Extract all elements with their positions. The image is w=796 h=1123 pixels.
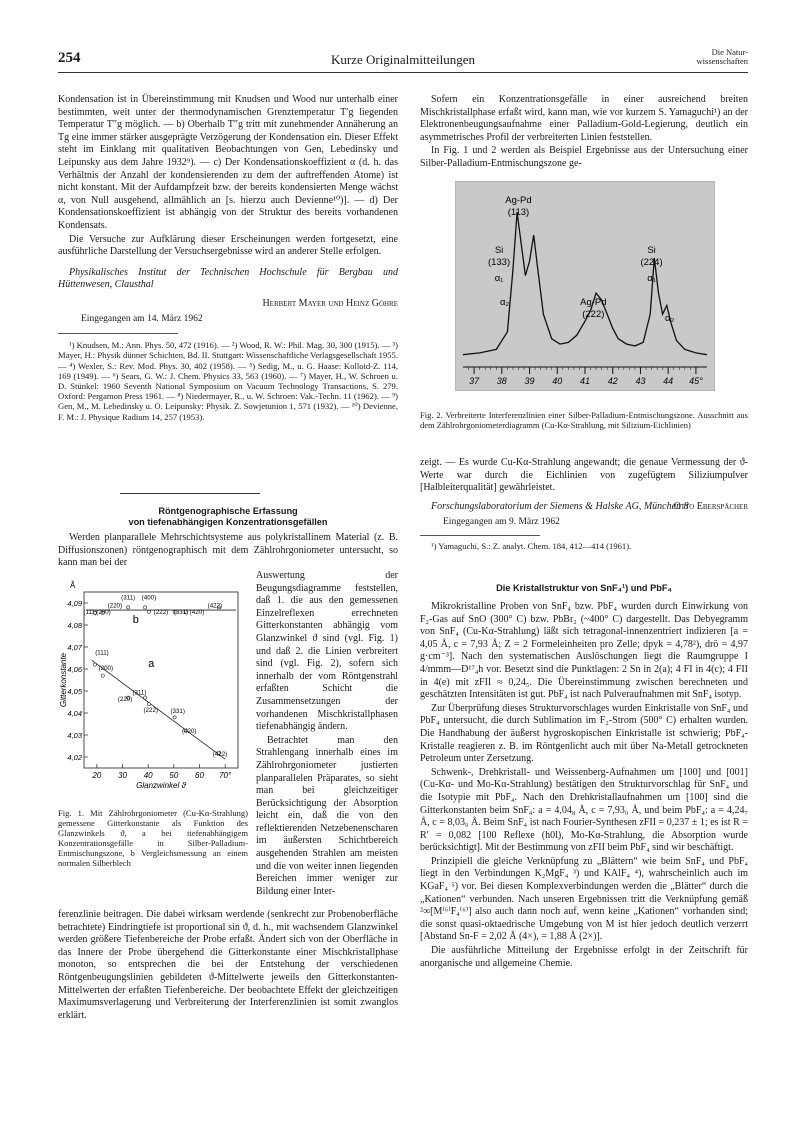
hkl-label-b: (200) [96, 609, 111, 616]
x-tick-label: 38 [496, 376, 507, 386]
footnotes: ¹) Knudsen, M.: Ann. Phys. 50, 472 (1916). — ²) Wood, R. W.: Phil. Mag. 30, 300 (1915). — ³) Mayer, H.: Physik dünner Schichten, Bd. II. Stuttgart: Wissenschaftliche Verlagsgesellschaft 1955. — ⁴) Wexler, S.: Rev. Mod. Phys. 30, 402 (1958). — ⁵) Sedig, M., u. G. Haase: Kolloid-Z. 114, 169 (1949). — ⁶) Sears, G. W.: J. Chem. Physics 33, 563 (1960). — ⁷) Mayer, H., W. Schroen u. D. Stünkel: 1960 Seventh National Symposium on Vacuum Technology Transactions, S. 279. Oxford: Pergamon Press 1961. — ⁸) Niedermayer, R., u. W. Schroen: Vak.-Techn. 11 (1962). — ⁹) Gen, M., M. Lebedinsky u. O. Leipunsky: Physik. Z. Sowjetunion 1, 571 (1932). — ¹⁰) Devienne, F. M.: J. Physique Radium 14, 257 (1953). [58, 340, 398, 422]
peak-label: Ag-Pd [580, 297, 607, 308]
series-a-name: a [148, 657, 155, 670]
y-tick-label: 4,05 [67, 687, 82, 696]
series-a-line [92, 657, 228, 759]
series-a-point [93, 663, 96, 666]
page-header [58, 46, 748, 73]
received-date: Eingegangen am 14. März 1962 [81, 313, 203, 324]
series-a-point [143, 696, 146, 699]
peak-label: (224) [640, 257, 663, 268]
series-a-point [101, 674, 104, 677]
hkl-label-b: (400) [141, 594, 157, 602]
figure-1-chart [58, 578, 248, 803]
hkl-label-a: (422) [212, 750, 228, 758]
peak-label: (133) [487, 257, 511, 268]
hkl-label-a: (222) [143, 706, 158, 714]
x-tick-label: 44 [663, 376, 674, 386]
series-a-point [147, 703, 150, 706]
x-tick-label: 20 [92, 771, 102, 780]
y-tick-label: 4,09 [67, 599, 82, 608]
section-title-header: Kurze Originalmitteilungen [330, 52, 476, 67]
x-tick-label: 60 [195, 771, 204, 780]
x-tick-label: 50 [169, 771, 179, 780]
y-tick-label: 4,08 [67, 621, 82, 630]
continued-paragraph: ferenzlinie beitragen. Die dabei wirksam werdende (senkrecht zur Probenoberfläche betrachtete) Eindringtiefe ist proportional sin ϑ, d. h., mit wachsendem Glanzwinkel werden größere Tiefenbereiche der Probe erfaßt. Ändert sich von der Oberfläche in das Innere der Probe übergehend die Gitterkonstante einer Mischkristallphase monoton, so entsprechen die bei der Entstehung der verschiedenen Röntgenbeugungslinien gebildeten ϑ-Mittelwerte jeweils den Gitterkonstanten-Mittelwerten der erfaßten Tiefenbereiche. Der beobachtete Effekt der gleichzeitigen Maximumsverlagerung und Verbreiterung der Interferenzlinien ist somit zwanglos erklärt. [58, 909, 398, 1021]
hkl-label-a: (220) [117, 695, 133, 703]
paragraph: Sofern ein Konzentrationsgefälle in einer ausreichend breiten Mischkristallphase erfaßt wird, kann man, wie vor kurzem S. Yamaguchi¹) an der Elektronenbeugungsaufnahme einer Palladium-Gold-Legierung, deutlich ein asymmetrisches Profil der verbreiterten Linien feststellen. [420, 94, 748, 143]
peak-label: (113) [507, 207, 530, 218]
y-tick-label: 4,07 [67, 643, 82, 652]
peak-label: α₂ [664, 313, 675, 324]
plot-frame [84, 592, 238, 768]
peak-label: (222) [582, 309, 605, 320]
hkl-label-a: (420) [182, 727, 197, 735]
series-b-point [147, 610, 150, 613]
x-tick-label: 42 [607, 376, 618, 386]
right-article-text: Mikrokristalline Proben von SnF₄ bzw. PbF₄ wurden durch Einwirkung von F₂-Gas auf SnO (300° C) bzw. PbBr₂ (~400° C) dargestellt. Das Debyegramm von SnF₄ (Cu-Kα-Strahlung) läßt sich tetragonal-innenzentriert indizieren [a = 4,05 Å, c = 7,93 Å; Z = 2 Formeleinheiten pro Zelle; dpyk = 4,78²), drö = 4,97 g·cm⁻³]. Nach den systematischen Auslöschungen liegt die Raumgruppe I 4/mmm—D¹⁷₄h vor. Besetzt sind die Punktlagen: 2 Sn in 2(a); 4 FI in 4(c); 4 FII in 4(e) mit zFII ≈ 0,24₅. Die Übereinstimmung zwischen berechneten und geschätzten Intensitäten ist gut. PbF₄ ist nach Pulveraufnahmen mit SnF₄ isotyp. Zur Überprüfung dieses Strukturvorschlages wurden Einkristalle von SnF₄ und PbF₄ untersucht, die durch Sublimation im F₂-Strom (500° C) erhalten wurden. Die Handhabung der äußerst hygroskopischen Einkristalle ist schwierig; PbF₄-Kristalle reagieren z. B. im Röntgenlicht auch mit über Na-Metall getrockneten Petroleum unter Zersetzung. Schwenk-, Drehkristall- und Weissenberg-Aufnahmen um [100] und [001] (Cu-Kα- und Mo-Kα-Strahlung) bestätigen den Strukturvorschlag für SnF₄ und die Isotypie mit PbF₄. Nach den Drehkristallaufnahmen um [100] sind die Gitterkonstanten beim SnF₄: a = 4,04₈ Å, c = 7,93₀ Å, und beim PbF₄: a = 4,24₇ Å, c = 8,03₀ Å. Beim SnF₄ ist nach Fourier-Synthesen zFII = 0,237 ± 1; es ist R = R′ = 0,082 [100 Reflexe (h0l), Mo-Kα-Strahlung, die Absorption wurde berücksichtigt]. Mit der Bestimmung von zFII beim PbF₄ sind wir beschäftigt. Prinzipiell die gleiche Verknüpfung zu „Blättern“ wie beim SnF₄ und PbF₄ liegt in den Verbindungen K₂MgF₄ ³) und KAlF₄ ⁴), wahrscheinlich auch im KGaF₄ ⁵) vor. Bei diesen Komplexverbindungen werden die „Blätter“ durch die „Kationen“ verbunden. Nach unseren Ergebnissen tritt die Verknüpfung gemäß ²∞[M⁽⁶⁾F₄⁽⁶⁾] also auch dann noch auf, wenn keine „Kationen“ vorhanden sind; die sonst quasi-oktaedrische Umgebung von M ist hier jedoch deutlich verzerrt [Abstand Sn-F = 2,02 Å (4×), = 1,88 Å (2×)]. Die ausführliche Mitteilung der Ergebnisse erfolgt in der Zeitschrift für anorganische und allgemeine Chemie. [420, 601, 748, 969]
peak-label: α₁ [647, 273, 656, 284]
footnote-rule [58, 333, 178, 334]
x-tick-label: 30 [118, 771, 127, 780]
affiliation: Forschungslaboratorium der Siemens & Halske AG, München 8 [431, 500, 689, 512]
peak-label: Si [494, 245, 504, 256]
journal-name: Die Natur- wissenschaften [696, 47, 748, 66]
right-top-text [420, 94, 748, 172]
x-axis-label: Glanzwinkel ϑ [136, 781, 186, 790]
received-date: Eingegangen am 9. März 1962 [443, 516, 560, 527]
hkl-label-b: (420) [189, 609, 205, 616]
hkl-label-a: (111) [95, 649, 109, 657]
paragraph: Die Versuche zur Aufklärung dieser Erscheinungen werden fortgesetzt, eine ausführliche Darstellung der Versuchsergebnisse wird an anderer Stelle erfolgen. [58, 233, 398, 258]
photo-background [455, 181, 715, 391]
affiliation: Physikalisches Institut der Technischen Hochschule für Bergbau und Hüttenwesen, Clausthal [58, 266, 398, 291]
hkl-label-b: (222) [153, 609, 169, 616]
hkl-label-b: (220) [107, 602, 123, 610]
left-column [58, 94, 398, 423]
footnote-rule [420, 535, 540, 536]
section-heading: Röntgenographische Erfassung von tiefenabhängigen Konzentrationsgefällen [128, 506, 328, 527]
y-tick-label: 4,04 [67, 709, 82, 718]
y-tick-label: 4,03 [67, 731, 82, 740]
x-tick-label: 39 [524, 376, 535, 386]
y-unit-label: Å [70, 581, 76, 590]
hkl-label-a: (200) [98, 665, 114, 673]
paragraph: In Fig. 1 und 2 werden als Beispiel Ergebnisse aus der Untersuchung einer Silber-Palladium-Entmischungszone ge- [420, 145, 748, 169]
left-divider [120, 493, 260, 494]
y-tick-label: 4,02 [67, 753, 82, 762]
x-tick-label: 45° [689, 376, 703, 386]
hkl-label-b: (422) [207, 602, 223, 610]
x-tick-label: 70° [219, 771, 232, 780]
peak-label: α₁ [494, 273, 504, 284]
series-a-point [173, 716, 176, 719]
section-heading: Die Kristallstruktur von SnF₄¹) und PbF₄ [496, 583, 672, 593]
hkl-label-b: (111) [83, 609, 97, 616]
series-b-name: b [132, 613, 139, 626]
series-b-point [127, 606, 130, 609]
authors: Herbert Mayer und Heinz Göhre [262, 297, 398, 309]
x-tick-label: 43 [635, 376, 646, 386]
x-tick-label: 40 [143, 771, 153, 780]
y-axis-label: Gitterkonstante [59, 652, 68, 708]
hkl-label-b: (311) [121, 594, 136, 602]
figure-2-caption: Fig. 2. Verbreiterte Interferenzlinien einer Silber-Palladium-Entmischungszone. Ausschnitt aus dem Zählrohrgoniometerdiagramm (Cu-Kα-Strahlung, mit Silizium-Eichlinien) [420, 410, 748, 430]
peak-label: Ag-Pd [505, 195, 532, 206]
wrapped-text: Auswertung der Beugungsdiagramme feststellen, daß 1. die aus den gemessenen Einzelreflexen errechneten Gitterkonstanten abhängig vom Glanzwinkel ϑ sind (vgl. Fig. 1) und daß 2. die Linien verbreitert sind (vgl. Fig. 2), sofern sich innerhalb der vom Röntgenstrahl erfaßten Schicht die Zusammensetzungen der vorhandenen Mischkristallphasen tiefenabhängig ändern. Betrachtet man den Strahlengang innerhalb eines im Zählrohrgoniometer justierten planparallelen Präparates, so sieht man bei gleichzeitiger Berücksichtigung der Absorption leicht ein, daß die von den reflektierenden Netzebenenscharen im äußersten Schichtbereich ausgehenden Strahlen am meisten und die von weiter innen liegenden Bereichen immer weniger zur Bildung einer Inter- [256, 570, 398, 897]
figure-2-chart [455, 181, 715, 391]
x-tick-label: 41 [579, 376, 591, 386]
hkl-label-a: (331) [170, 708, 185, 715]
page-number: 254 [58, 50, 81, 66]
peak-label: Si [647, 245, 656, 256]
series-b-point [143, 606, 146, 609]
hkl-label-b: (331) [173, 609, 189, 616]
figure-1-caption: Fig. 1. Mit Zählrohrgoniometer (Cu-Kα-Strahlung) gemessene Gitterkonstante als Funktion des Glanzwinkels ϑ, a bei tiefenabhängigem Konzentrationsgefälle in Silber-Palladium-Entmischungszone, b Vergleichsmessung an einem normalen Silberblech [58, 808, 248, 868]
x-tick-label: 37 [469, 376, 480, 386]
y-tick-label: 4,06 [67, 665, 82, 674]
footnote: ¹) Yamaguchi, S.: Z. analyt. Chem. 184, 412—414 (1961). [431, 540, 632, 551]
paragraph: Kondensation ist in Übereinstimmung mit Knudsen und Wood nur unterhalb einer bestimmten, weit unter der thermodynamischen Grenztemperatur T′g liegenden Temperatur T″g möglich. — b) Oberhalb T″g tritt mit zunehmender Annäherung an Tg eine immer stärker ausgeprägte Verzögerung der Kondensation ein. Dieser Effekt steht im Einklang mit qualitativen Beobachtungen von Gen, Lebedinsky und Leipunsky aus dem Jahre 1932⁹). — c) Der Kondensationskoeffizient α (d. h. das Verhältnis der Anzahl der kondensierenden zu dem der auftreffenden Atome) ist nicht konstant. Mit der Aufdampfzeit bzw. der bereits kondensierten Menge wächst α, von Null ausgehend, allmählich an [s. hierzu auch Devienne¹⁰)]. — d) Der Kondensationskoeffizient ist abhängig von der Struktur des bereits vorhandenen Kondensats. [58, 94, 398, 231]
hkl-label-a: (311) [132, 689, 147, 697]
author: Otto Eberspächer [673, 501, 748, 513]
x-tick-label: 40 [552, 376, 563, 386]
peak-label: α₂ [499, 297, 510, 308]
intro-paragraph: Werden planparallele Mehrschichtsysteme aus polykristallinem Material (z. B. Diffusionszonen) röntgenographisch mit dem Zählrohrgoniometer untersucht, so kann man bei der [58, 532, 398, 569]
right-mid-text: zeigt. — Es wurde Cu-Kα-Strahlung angewandt; die genaue Vermessung der ϑ-Werte war durch die Eichlinien von zugefügtem Siliziumpulver [Halbleiterqualität] gewährleistet. Forschungslaboratorium der Siemens & Halske AG, München 8 Otto Eberspächer Eingegangen am 9. März 1962 ¹) Yamaguchi, S.: Z. analyt. Chem. 184, 412—414 (1961). [420, 457, 748, 551]
